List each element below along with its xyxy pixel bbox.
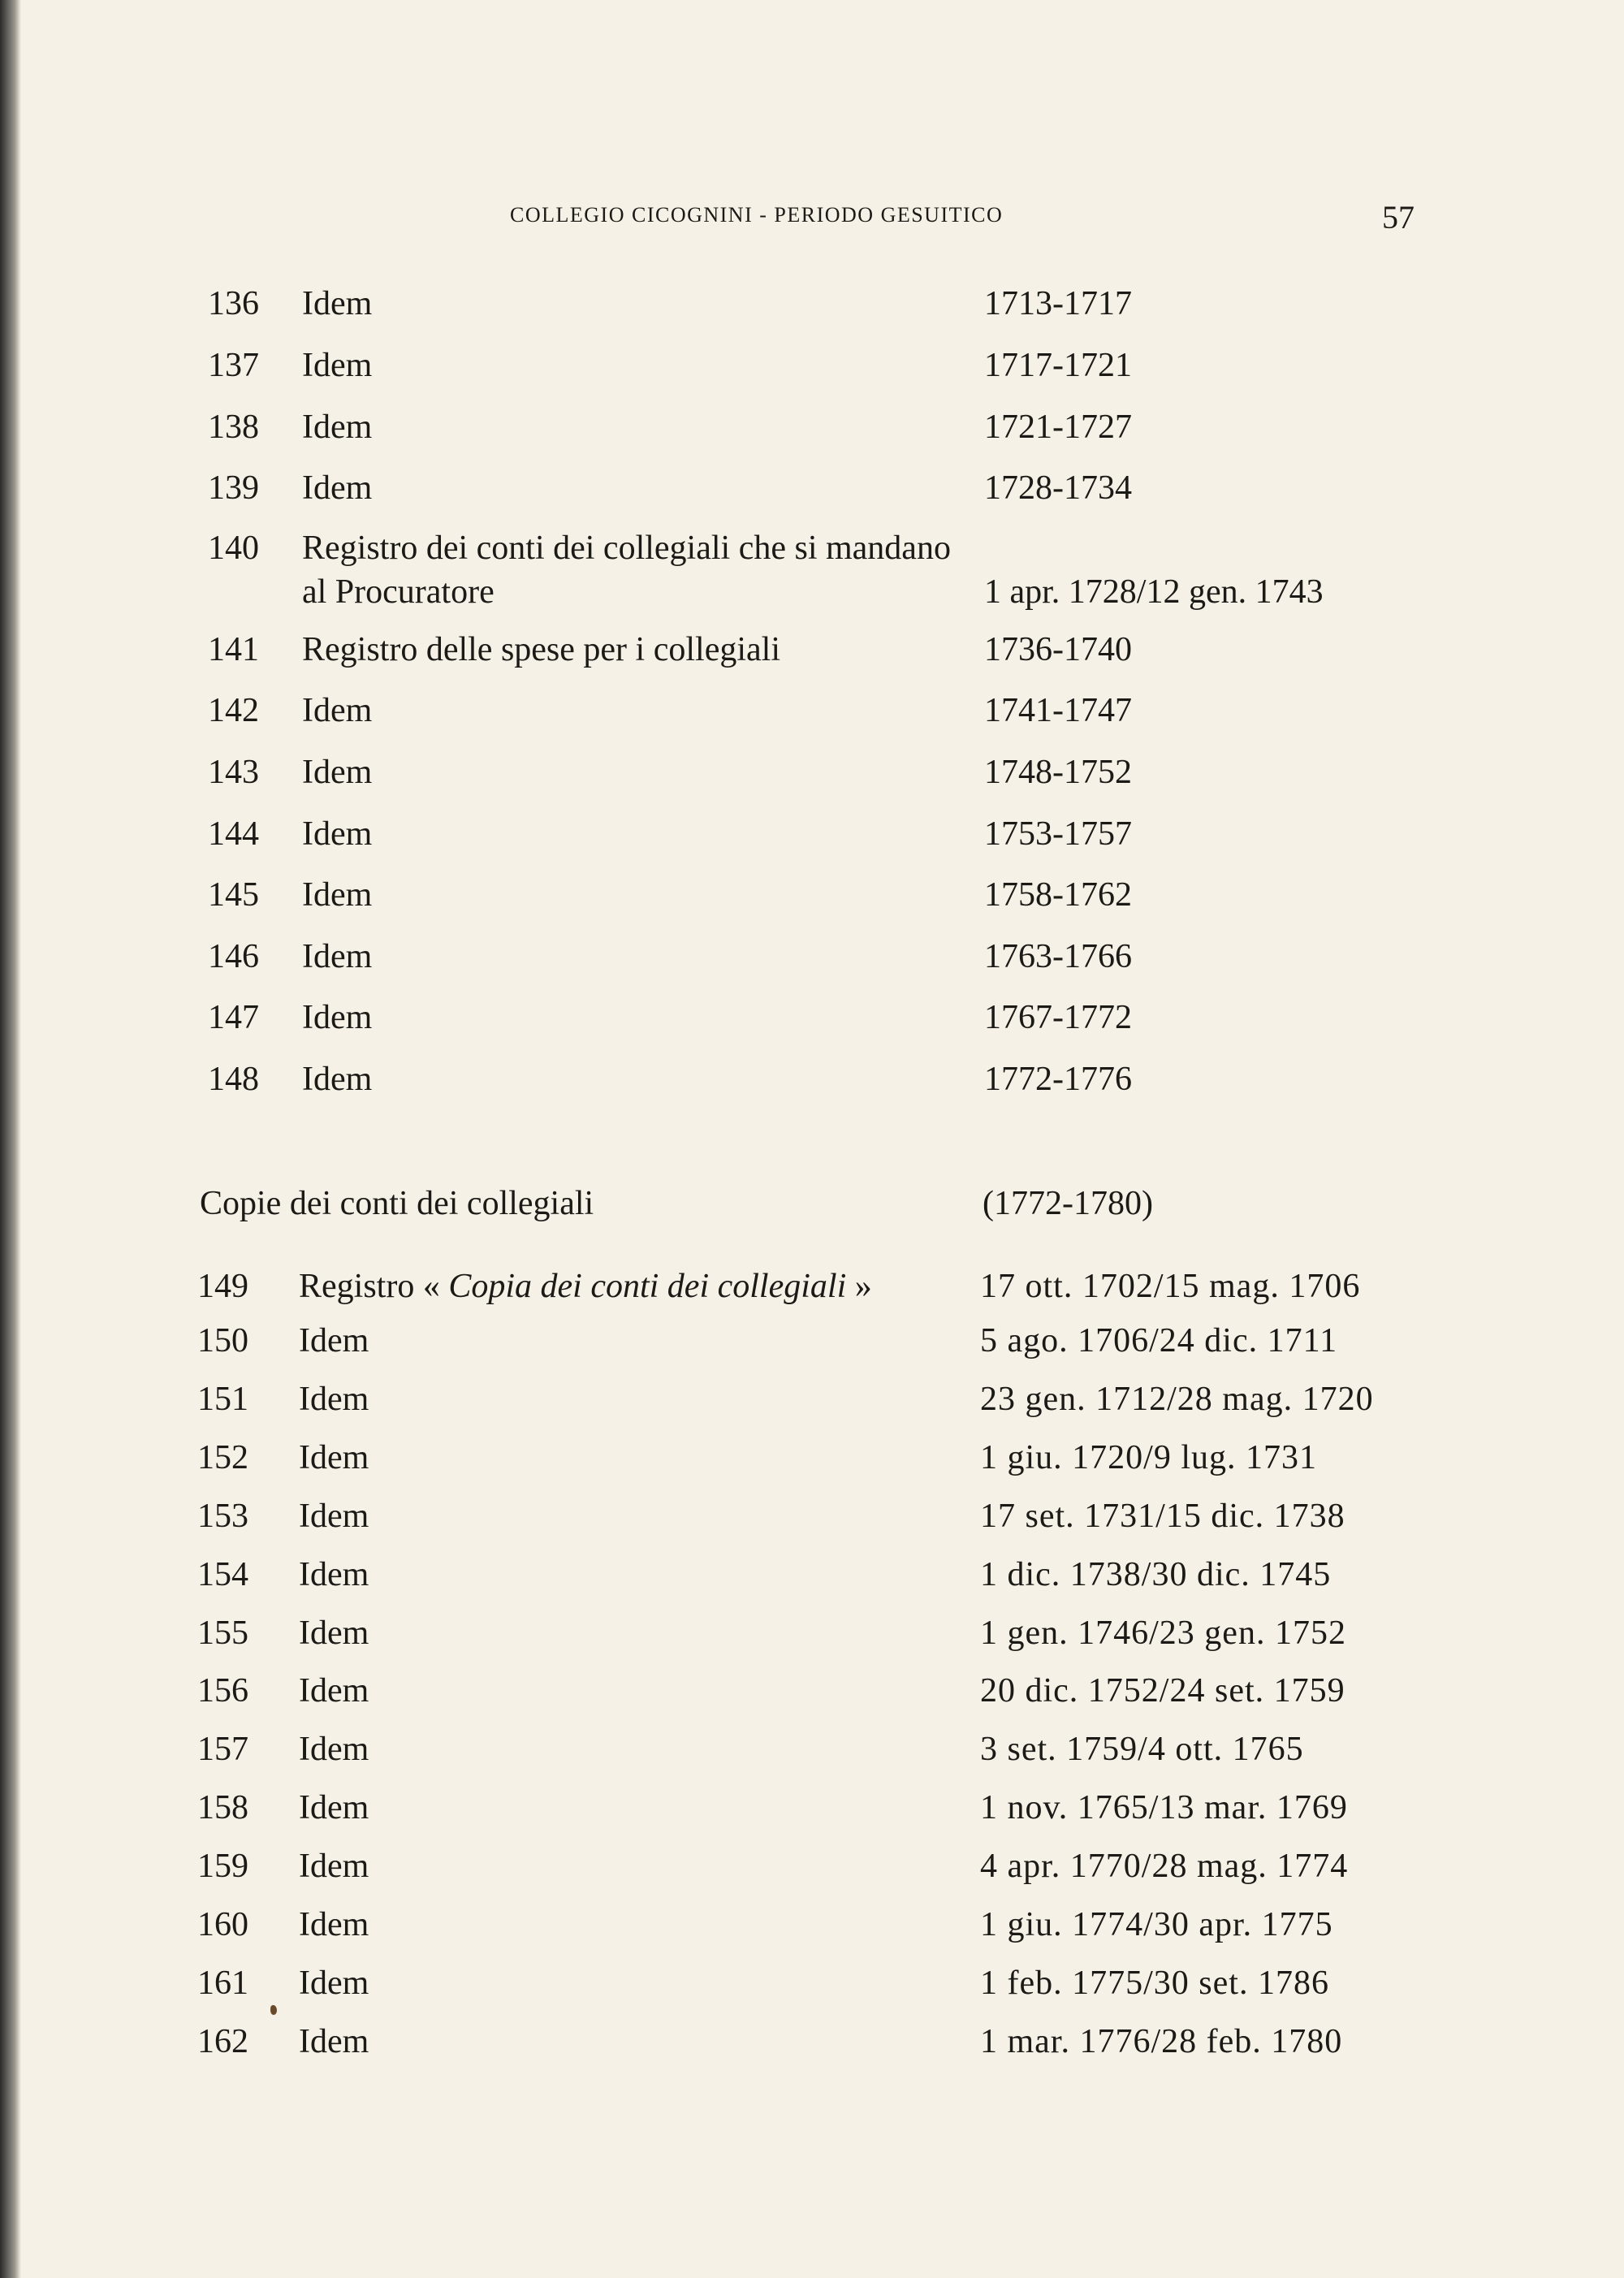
entry-date: 1717-1721 <box>984 347 1132 384</box>
entry-description: Idem <box>299 1848 369 1885</box>
entry-date: 1 giu. 1720/9 lug. 1731 <box>980 1439 1318 1476</box>
ink-spot <box>270 2005 277 2015</box>
inventory-entry <box>0 996 1624 1056</box>
entry-date: 4 apr. 1770/28 mag. 1774 <box>980 1848 1349 1885</box>
page-number: 57 <box>1382 199 1415 236</box>
running-header: COLLEGIO CICOGNINI - PERIODO GESUITICO <box>510 203 1004 227</box>
inventory-entry <box>0 1377 1624 1437</box>
entry-number: 145 <box>208 876 259 914</box>
entry-description: Idem <box>299 1672 369 1710</box>
entry-date: 1 dic. 1738/30 dic. 1745 <box>980 1556 1332 1593</box>
entry-number: 151 <box>197 1381 248 1418</box>
inventory-entry <box>0 282 1624 342</box>
entry-number: 143 <box>208 754 259 791</box>
entry-date: 1741-1747 <box>984 692 1132 729</box>
entry-description: Idem <box>299 1498 369 1535</box>
entry-description <box>299 1264 872 1308</box>
entry-date: 5 ago. 1706/24 dic. 1711 <box>980 1322 1338 1359</box>
entry-date: 1 apr. 1728/12 gen. 1743 <box>984 573 1324 611</box>
entry-description: Idem <box>302 469 373 507</box>
entry-number: 153 <box>197 1498 248 1535</box>
entry-description: Idem <box>302 1061 373 1098</box>
entry-number: 139 <box>208 469 259 507</box>
entry-number: 159 <box>197 1848 248 1885</box>
inventory-entry <box>0 689 1624 749</box>
entry-description: Idem <box>302 347 373 384</box>
entry-date: 1713-1717 <box>984 285 1132 322</box>
entry-number: 154 <box>197 1556 248 1593</box>
entry-description: Registro dei conti dei collegiali che si mandano al Procuratore <box>302 530 951 611</box>
entry-date: 1 mar. 1776/28 feb. 1780 <box>980 2023 1343 2060</box>
entry-number: 160 <box>197 1906 248 1943</box>
entry-number: 146 <box>208 938 259 975</box>
entry-description: Idem <box>299 1556 369 1593</box>
entry-date: 17 ott. 1702/15 mag. 1706 <box>980 1268 1361 1305</box>
entry-date: 1753-1757 <box>984 815 1132 853</box>
entry-number: 162 <box>197 2023 248 2060</box>
entry-description: Idem <box>299 1965 369 2002</box>
entry-description: Idem <box>302 999 373 1036</box>
inventory-entry <box>0 1611 1624 1671</box>
inventory-entry <box>0 628 1624 688</box>
entry-description: Idem <box>299 1322 369 1359</box>
entry-number: 138 <box>208 408 259 446</box>
inventory-entry <box>0 526 1624 624</box>
entry-date: 1736-1740 <box>984 631 1132 668</box>
entry-date: 1748-1752 <box>984 754 1132 791</box>
inventory-entry <box>0 873 1624 933</box>
inventory-entry <box>0 1264 1624 1325</box>
inventory-entry <box>0 2020 1624 2080</box>
inventory-entry <box>0 750 1624 810</box>
section-date-range: (1772-1780) <box>983 1185 1153 1222</box>
entry-description-suffix: » <box>846 1268 872 1305</box>
entry-number: 141 <box>208 631 259 668</box>
entry-description: Idem <box>302 754 373 791</box>
entry-number: 155 <box>197 1614 248 1652</box>
entry-date: 1767-1772 <box>984 999 1132 1036</box>
entry-date: 3 set. 1759/4 ott. 1765 <box>980 1731 1304 1768</box>
entry-number: 137 <box>208 347 259 384</box>
inventory-entry <box>0 1727 1624 1787</box>
entry-number: 156 <box>197 1672 248 1710</box>
entry-date: 1721-1727 <box>984 408 1132 446</box>
inventory-entry <box>0 1903 1624 1963</box>
entry-number: 136 <box>208 285 259 322</box>
entry-date: 1 nov. 1765/13 mar. 1769 <box>980 1789 1348 1826</box>
inventory-entry <box>0 1669 1624 1729</box>
entry-description: Idem <box>299 1789 369 1826</box>
entry-description: Idem <box>302 408 373 446</box>
entry-date: 20 dic. 1752/24 set. 1759 <box>980 1672 1345 1710</box>
entry-date: 1763-1766 <box>984 938 1132 975</box>
entry-description: Idem <box>302 876 373 914</box>
entry-number: 149 <box>197 1268 248 1305</box>
entry-number: 157 <box>197 1731 248 1768</box>
entry-description: Idem <box>299 1614 369 1652</box>
section-title: Copie dei conti dei collegiali <box>200 1185 594 1222</box>
entry-date: 1 gen. 1746/23 gen. 1752 <box>980 1614 1346 1652</box>
entry-date: 17 set. 1731/15 dic. 1738 <box>980 1498 1345 1535</box>
inventory-entry <box>0 1553 1624 1613</box>
inventory-entry <box>0 1786 1624 1846</box>
entry-description: Idem <box>299 1439 369 1476</box>
entry-date: 1 giu. 1774/30 apr. 1775 <box>980 1906 1333 1943</box>
inventory-entry <box>0 1494 1624 1554</box>
entry-description-title: Copia dei conti dei collegiali <box>448 1268 847 1305</box>
entry-number: 142 <box>208 692 259 729</box>
entry-date: 1 feb. 1775/30 set. 1786 <box>980 1965 1329 2002</box>
entry-description: Idem <box>302 815 373 853</box>
inventory-entry <box>0 1436 1624 1496</box>
entry-date: 1728-1734 <box>984 469 1132 507</box>
entry-description: Idem <box>302 285 373 322</box>
inventory-entry <box>0 935 1624 995</box>
inventory-entry <box>0 1961 1624 2021</box>
entry-date: 23 gen. 1712/28 mag. 1720 <box>980 1381 1374 1418</box>
entry-number: 148 <box>208 1061 259 1098</box>
entry-description-prefix: Registro « <box>299 1268 449 1305</box>
entry-description: Idem <box>302 938 373 975</box>
entry-number: 140 <box>208 530 259 567</box>
inventory-entry <box>0 344 1624 404</box>
entry-description: Idem <box>299 1381 369 1418</box>
entry-number: 144 <box>208 815 259 853</box>
entry-number: 150 <box>197 1322 248 1359</box>
entry-date: 1772-1776 <box>984 1061 1132 1098</box>
entry-number: 161 <box>197 1965 248 2002</box>
entry-description: Idem <box>299 1731 369 1768</box>
inventory-entry <box>0 1844 1624 1904</box>
entry-description: Idem <box>299 1906 369 1943</box>
entry-number: 152 <box>197 1439 248 1476</box>
entry-description: Idem <box>299 2023 369 2060</box>
entry-description: Idem <box>302 692 373 729</box>
entry-number: 147 <box>208 999 259 1036</box>
inventory-entry <box>0 1319 1624 1379</box>
inventory-entry <box>0 405 1624 465</box>
inventory-entry <box>0 812 1624 872</box>
entry-date: 1758-1762 <box>984 876 1132 914</box>
entry-description: Registro delle spese per i collegiali <box>302 631 780 668</box>
entry-number: 158 <box>197 1789 248 1826</box>
inventory-entry <box>0 1057 1624 1117</box>
inventory-entry <box>0 466 1624 526</box>
